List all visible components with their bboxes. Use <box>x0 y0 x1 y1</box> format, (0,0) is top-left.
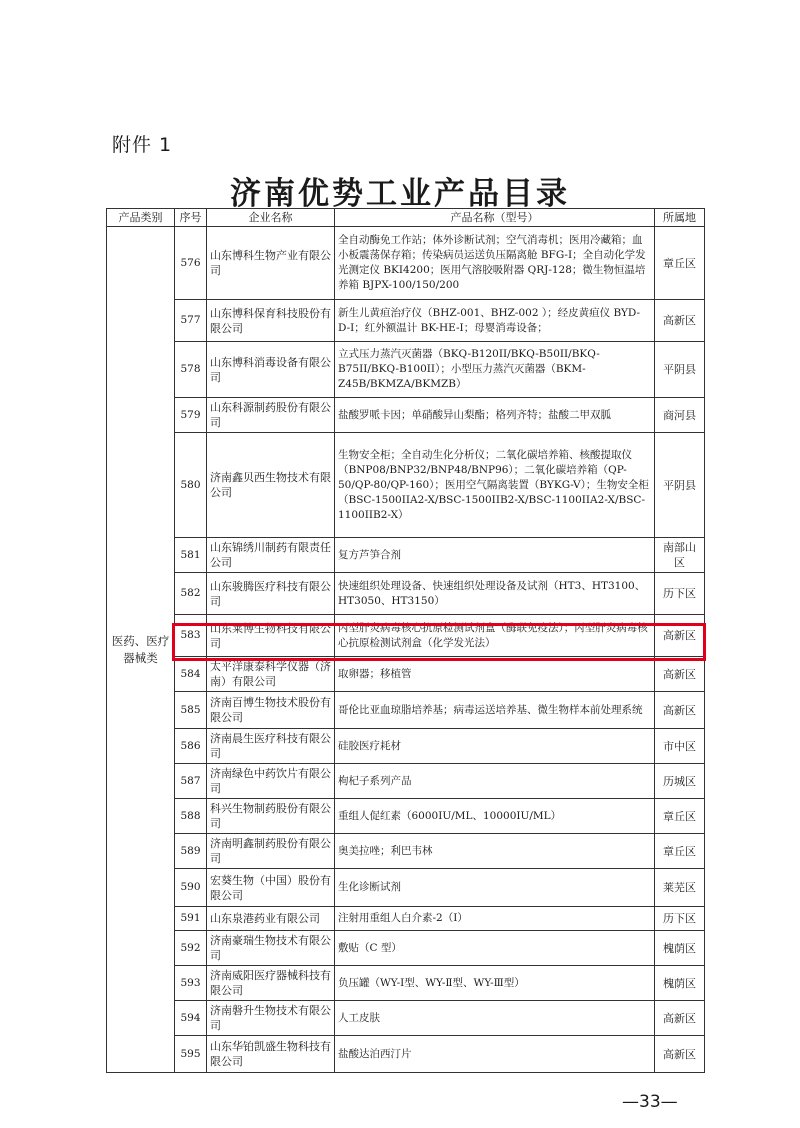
seq-cell: 580 <box>175 433 207 538</box>
location-cell: 高新区 <box>655 1036 705 1073</box>
location-cell: 章丘区 <box>655 799 705 834</box>
table-row <box>107 538 705 573</box>
table-row <box>107 615 705 657</box>
seq-cell: 594 <box>175 1001 207 1036</box>
product-cell: 复方芦笋合剂 <box>335 538 655 573</box>
seq-cell: 583 <box>175 615 207 657</box>
seq-cell: 595 <box>175 1036 207 1073</box>
table-row <box>107 300 705 342</box>
seq-cell: 592 <box>175 931 207 966</box>
seq-cell: 582 <box>175 573 207 615</box>
company-cell: 济南豪瑞生物技术有限公司 <box>207 931 335 966</box>
company-cell: 济南磐升生物技术有限公司 <box>207 1001 335 1036</box>
seq-cell: 584 <box>175 657 207 692</box>
company-cell: 济南绿色中药饮片有限公司 <box>207 764 335 799</box>
table-row <box>107 1001 705 1036</box>
location-cell: 商河县 <box>655 398 705 433</box>
seq-cell: 579 <box>175 398 207 433</box>
seq-cell: 585 <box>175 692 207 729</box>
location-cell: 章丘区 <box>655 834 705 869</box>
seq-cell: 589 <box>175 834 207 869</box>
company-cell: 济南鑫贝西生物技术有限公司 <box>207 433 335 538</box>
product-cell: 盐酸罗哌卡因；单硝酸异山梨酯；格列齐特；盐酸二甲双胍 <box>335 398 655 433</box>
location-cell: 历下区 <box>655 573 705 615</box>
location-cell: 莱芜区 <box>655 869 705 907</box>
table-row <box>107 573 705 615</box>
company-cell: 济南明鑫制药股份有限公司 <box>207 834 335 869</box>
seq-cell: 593 <box>175 966 207 1001</box>
product-cell: 全自动酶免工作站；体外诊断试剂；空气消毒机；医用冷藏箱；血小板震荡保存箱；传染病员运送负压隔离舱 BFG-I；全自动化学发光测定仪 BKI4200；医用气溶胶吸附器 QRJ-128；微生物恒温培养箱 BJPX-100/150/200 <box>335 227 655 300</box>
seq-cell: 590 <box>175 869 207 907</box>
company-cell: 科兴生物制药股份有限公司 <box>207 799 335 834</box>
company-cell: 山东博科生物产业有限公司 <box>207 227 335 300</box>
product-cell: 注射用重组人白介素-2（Ⅰ） <box>335 907 655 931</box>
product-cell: 重组人促红素（6000IU/ML、10000IU/ML） <box>335 799 655 834</box>
table-row <box>107 729 705 764</box>
header-company: 企业名称 <box>207 209 335 227</box>
location-cell: 槐荫区 <box>655 931 705 966</box>
product-cell: 取卵器；移植管 <box>335 657 655 692</box>
seq-cell: 588 <box>175 799 207 834</box>
attachment-label: 附件 1 <box>112 134 173 156</box>
table-body <box>107 227 705 1073</box>
seq-cell: 591 <box>175 907 207 931</box>
table-row <box>107 799 705 834</box>
header-seq: 序号 <box>175 209 207 227</box>
table-row <box>107 1036 705 1073</box>
product-cell: 盐酸达泊西汀片 <box>335 1036 655 1073</box>
company-cell: 济南百博生物技术股份有限公司 <box>207 692 335 729</box>
table-row <box>107 907 705 931</box>
product-cell: 立式压力蒸汽灭菌器（BKQ-B120II/BKQ-B50II/BKQ-B75II/BKQ-B100II）；小型压力蒸汽灭菌器（BKM-Z45B/BKMZA/BKMZB） <box>335 342 655 398</box>
company-cell: 山东泉港药业有限公司 <box>207 907 335 931</box>
company-cell: 济南晨生医疗科技有限公司 <box>207 729 335 764</box>
seq-cell: 587 <box>175 764 207 799</box>
product-cell: 奥美拉唑；利巴韦林 <box>335 834 655 869</box>
location-cell: 历城区 <box>655 764 705 799</box>
company-cell: 山东华铂凯盛生物科技有限公司 <box>207 1036 335 1073</box>
company-cell: 山东锦绣川制药有限责任公司 <box>207 538 335 573</box>
table-row <box>107 966 705 1001</box>
header-product: 产品名称（型号） <box>335 209 655 227</box>
table-row <box>107 433 705 538</box>
table-row <box>107 931 705 966</box>
location-cell: 市中区 <box>655 729 705 764</box>
product-cell: 新生儿黄疸治疗仪（BHZ-001、BHZ-002 ）；经皮黄疸仪 BYD-D-I；红外额温计 BK-HE-I；母婴消毒设备； <box>335 300 655 342</box>
product-cell: 枸杞子系列产品 <box>335 764 655 799</box>
table-row <box>107 342 705 398</box>
product-cell: 人工皮肤 <box>335 1001 655 1036</box>
location-cell: 高新区 <box>655 615 705 657</box>
table-row <box>107 764 705 799</box>
company-cell: 济南威阳医疗器械科技有限公司 <box>207 966 335 1001</box>
location-cell: 高新区 <box>655 300 705 342</box>
location-cell: 南部山区 <box>655 538 705 573</box>
seq-cell: 586 <box>175 729 207 764</box>
table-row <box>107 869 705 907</box>
header-location: 所属地 <box>655 209 705 227</box>
company-cell: 山东博科消毒设备有限公司 <box>207 342 335 398</box>
header-category: 产品类别 <box>107 209 175 227</box>
product-cell: 丙型肝炎病毒核心抗原检测试剂盒（酶联免疫法）；丙型肝炎病毒核心抗原检测试剂盒（化学发光法） <box>335 615 655 657</box>
product-cell: 敷贴（C 型） <box>335 931 655 966</box>
product-cell: 负压罐（WY-Ⅰ型、WY-Ⅱ型、WY-Ⅲ型） <box>335 966 655 1001</box>
table-row <box>107 657 705 692</box>
table-header-row <box>107 209 705 227</box>
company-cell: 太平洋康泰科学仪器（济南）有限公司 <box>207 657 335 692</box>
product-catalog-table <box>106 208 705 1073</box>
seq-cell: 577 <box>175 300 207 342</box>
company-cell: 山东骏腾医疗科技有限公司 <box>207 573 335 615</box>
seq-cell: 578 <box>175 342 207 398</box>
company-cell: 山东博科保育科技股份有限公司 <box>207 300 335 342</box>
company-cell: 山东科源制药股份有限公司 <box>207 398 335 433</box>
table-row <box>107 834 705 869</box>
product-cell: 硅胶医疗耗材 <box>335 729 655 764</box>
table-row <box>107 398 705 433</box>
product-cell: 哥伦比亚血琼脂培养基；病毒运送培养基、微生物样本前处理系统 <box>335 692 655 729</box>
product-cell: 生物安全柜；全自动生化分析仪；二氧化碳培养箱、核酸提取仪（BNP08/BNP32/BNP48/BNP96）；二氧化碳培养箱（QP-50/QP-80/QP-160）；医用空气隔离装置（BYKG-V）；生物安全柜（BSC-1500IIA2-X/BSC-1500IIB2-X/BSC-1100IIA2-X/BSC-1100IIB2-X） <box>335 433 655 538</box>
seq-cell: 576 <box>175 227 207 300</box>
product-cell: 快速组织处理设备、快速组织处理设备及试剂（HT3、HT3100、HT3050、HT3150） <box>335 573 655 615</box>
category-cell: 医药、医疗器械类 <box>107 227 175 1073</box>
table-row <box>107 692 705 729</box>
company-cell: 山东莱博生物科技有限公司 <box>207 615 335 657</box>
page-number: —33— <box>622 1092 678 1112</box>
seq-cell: 581 <box>175 538 207 573</box>
location-cell: 平阴县 <box>655 433 705 538</box>
product-cell: 生化诊断试剂 <box>335 869 655 907</box>
location-cell: 高新区 <box>655 1001 705 1036</box>
company-cell: 宏葵生物（中国）股份有限公司 <box>207 869 335 907</box>
location-cell: 历下区 <box>655 907 705 931</box>
table-row <box>107 227 705 300</box>
location-cell: 平阴县 <box>655 342 705 398</box>
page-title: 济南优势工业产品目录 <box>230 176 570 212</box>
location-cell: 高新区 <box>655 692 705 729</box>
location-cell: 槐荫区 <box>655 966 705 1001</box>
location-cell: 高新区 <box>655 657 705 692</box>
location-cell: 章丘区 <box>655 227 705 300</box>
